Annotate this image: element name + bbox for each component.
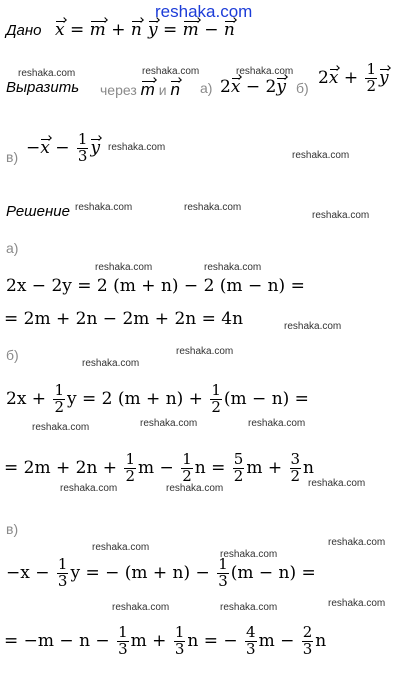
watermark: reshaka.com [328, 598, 386, 609]
task-b-label: б) [296, 80, 309, 96]
task-a-expression: 2x − 2y [220, 77, 286, 97]
task-v-label: в) [6, 149, 19, 165]
watermark: reshaka.com [166, 483, 224, 494]
watermark: reshaka.com [92, 542, 150, 553]
watermark: reshaka.com [142, 66, 200, 77]
site-logo: reshaka.com [155, 2, 253, 21]
watermark: reshaka.com [248, 418, 306, 429]
watermark: reshaka.com [140, 418, 198, 429]
task-v-expression: −x − $\frac{1}{3}$ y [26, 130, 101, 165]
solution-v-line2: = −m − n − $\frac{1}{3}$ m + $\frac{1}{3}$ n = − $\frac{4}{3}$ m − $\frac{2}{3}$ n [4, 623, 327, 658]
watermark: reshaka.com [220, 549, 278, 560]
watermark: reshaka.com [108, 142, 166, 153]
watermark: reshaka.com [312, 210, 370, 221]
watermark: reshaka.com [220, 602, 278, 613]
given-equation-y: y = m − n [148, 20, 235, 40]
solution-label: Решение [6, 203, 70, 220]
watermark: reshaka.com [32, 422, 90, 433]
express-label: Выразить [6, 79, 80, 96]
watermark: reshaka.com [292, 150, 350, 161]
solution-a-label: а) [6, 240, 19, 256]
watermark: reshaka.com [82, 358, 140, 369]
given-equation-x: x = m + n [55, 20, 142, 40]
watermark: reshaka.com [60, 483, 118, 494]
watermark: reshaka.com [75, 202, 133, 213]
through-label: через m и n [100, 80, 180, 99]
solution-b-label: б) [6, 347, 19, 363]
solution-a-line2: = 2m + 2n − 2m + 2n = 4n [4, 309, 244, 329]
watermark: reshaka.com [184, 202, 242, 213]
solution-v-line1: −x − $\frac{1}{3}$ y = − (m + n) − $\frac{1}{3}$ (m − n) = [6, 555, 316, 590]
given-label: Дано [6, 22, 42, 39]
watermark: reshaka.com [112, 602, 170, 613]
solution-v-label: в) [6, 521, 19, 537]
task-a-label: а) [200, 80, 213, 96]
watermark: reshaka.com [204, 262, 262, 273]
solution-b-line1: 2x + $\frac{1}{2}$ y = 2 (m + n) + $\frac{1}{2}$ (m − n) = [6, 381, 309, 416]
watermark: reshaka.com [236, 66, 294, 77]
watermark: reshaka.com [176, 346, 234, 357]
watermark: reshaka.com [95, 262, 153, 273]
solution-b-line2: = 2m + 2n + $\frac{1}{2}$ m − $\frac{1}{2}$ n = $\frac{5}{2}$ m + $\frac{3}{2}$ n [4, 450, 314, 485]
watermark: reshaka.com [284, 321, 342, 332]
task-b-expression: 2x + $\frac{1}{2}$ y [318, 60, 389, 95]
watermark: reshaka.com [18, 68, 76, 79]
solution-a-line1: 2x − 2y = 2 (m + n) − 2 (m − n) = [6, 276, 305, 296]
watermark: reshaka.com [308, 478, 366, 489]
watermark: reshaka.com [328, 537, 386, 548]
